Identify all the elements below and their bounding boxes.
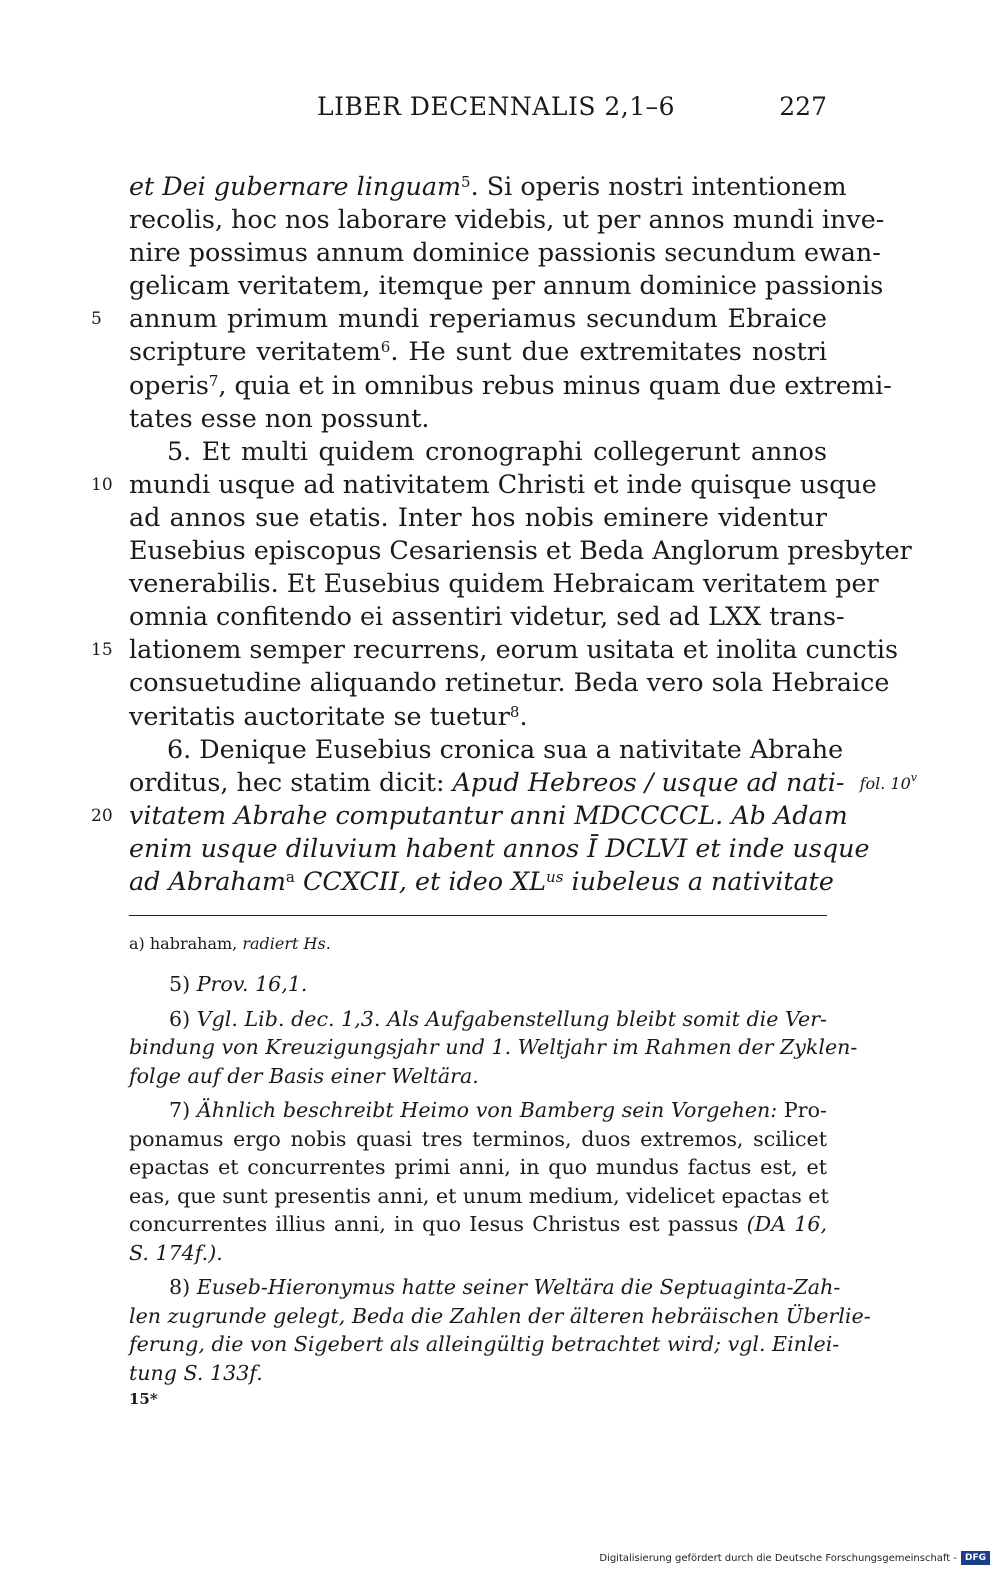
footnote-line: folge auf der Basis einer Weltära.	[129, 1063, 479, 1088]
signature-mark: 15*	[129, 1390, 158, 1408]
text-line: mundi usque ad nativitatem Christi et inde quisque usque 10	[129, 468, 827, 501]
text-line: veritatis auctoritate se tuetur$^8$.	[129, 700, 528, 731]
text-line: ad annos sue etatis. Inter hos nobis eminere videntur	[129, 501, 827, 532]
footnote	[129, 1096, 827, 1267]
running-header	[129, 92, 827, 132]
text-line: gelicam veritatem, itemque per annum dominice passionis	[129, 270, 884, 301]
text-line: 5. Et multi quidem cronographi collegerunt annos	[167, 435, 827, 466]
folio-marginal-note: fol. 10$^v$	[859, 770, 917, 793]
footnotes	[129, 970, 871, 1393]
apparatus-note: radiert Hs.	[242, 934, 331, 953]
footnote-line: concurrentes illius anni, in quo Iesus Christus est passus (DA 16,	[129, 1212, 828, 1236]
footnote-line: bindung von Kreuzigungsjahr und 1. Weltjahr im Rahmen der Zyklen-	[129, 1035, 858, 1059]
text-line: omnia confitendo ei assentiri videtur, sed ad LXX trans-	[129, 601, 845, 632]
running-title: LIBER DECENNALIS 2,1–6	[317, 92, 676, 121]
footnote	[129, 1005, 858, 1091]
footnote-line: eas, que sunt presentis anni, et unum medium, videlicet epactas et	[129, 1183, 829, 1208]
main-text	[91, 170, 917, 898]
line-number: 15	[91, 640, 113, 661]
text-line: operis$^7$, quia et in omnibus rebus minus quam due extremi-	[129, 369, 892, 400]
text-line: recolis, hoc nos laborare videbis, ut per annos mundi inve-	[129, 204, 885, 235]
footnote-line: ferung, die von Sigebert als alleingültig betrachtet wird; vgl. Einlei-	[129, 1332, 840, 1356]
critical-apparatus	[129, 934, 331, 953]
digitization-credit	[599, 1551, 990, 1565]
footnote-rule	[129, 915, 827, 916]
text-line: nire possimus annum dominice passionis secundum ewan-	[129, 237, 881, 268]
page-number: 227	[779, 92, 827, 121]
text-line: orditus, hec statim dicit: Apud Hebreos / usque ad nati- fol. 10$^v$	[129, 766, 827, 799]
text-line: ad Abraham$^a$ CCXCII, et ideo $XL^{us}$ iubeleus a nativitate	[129, 865, 834, 896]
footnote-line: ponamus ergo nobis quasi tres terminos, duos extremos, scilicet	[129, 1126, 827, 1151]
line-number: 10	[91, 474, 113, 495]
text-line: vitatem Abrahe computantur anni MDCCCCL. Ab Adam 20	[129, 799, 827, 832]
footnote	[129, 1273, 871, 1387]
footnote	[129, 970, 827, 999]
footnote-line: 7) Ähnlich beschreibt Heimo von Bamberg sein Vorgehen: Pro-	[169, 1098, 827, 1122]
credit-text: Digitalisierung gefördert durch die Deutsche Forschungsgemeinschaft -	[599, 1552, 957, 1564]
footnote-line: tung S. 133f.	[129, 1360, 263, 1385]
text-line: consuetudine aliquando retinetur. Beda vero sola Hebraice	[129, 667, 890, 698]
footnote-line: len zugrunde gelegt, Beda die Zahlen der älteren hebräischen Überlie-	[129, 1303, 871, 1328]
footnote-line: 6) Vgl. Lib. dec. 1,3. Als Aufgabenstellung bleibt somit die Ver-	[169, 1006, 828, 1031]
text-line: enim usque diluvium habent annos Ī DCLVI et inde usque	[129, 832, 870, 863]
text-line: et Dei gubernare linguam$^5$. Si operis nostri intentionem	[129, 171, 847, 201]
line-number: 20	[91, 805, 113, 826]
footnote-line: epactas et concurrentes primi anni, in quo mundus factus est, et	[129, 1155, 827, 1179]
text-line: scripture veritatem$^6$. He sunt due extremitates nostri	[129, 336, 827, 367]
text-line: annum primum mundi reperiamus secundum Ebraice 5	[129, 302, 827, 335]
footnote-line: 5) Prov. 16,1.	[169, 972, 308, 996]
text-line: Eusebius episcopus Cesariensis et Beda Anglorum presbyter	[129, 535, 912, 566]
footnote-line: S. 174f.).	[129, 1240, 223, 1265]
line-number: 5	[91, 309, 102, 330]
text-line: 6. Denique Eusebius cronica sua a nativitate Abrahe	[167, 733, 844, 764]
dfg-logo: DFG	[961, 1551, 990, 1565]
footnote-line: 8) Euseb-Hieronymus hatte seiner Weltära die Septuaginta-Zah-	[169, 1275, 841, 1299]
apparatus-label: a) habraham,	[129, 934, 238, 953]
text-line: venerabilis. Et Eusebius quidem Hebraicam veritatem per	[129, 568, 879, 599]
text-line: lationem semper recurrens, eorum usitata et inolita cunctis 15	[129, 633, 827, 666]
text-line: tates esse non possunt.	[129, 402, 430, 433]
